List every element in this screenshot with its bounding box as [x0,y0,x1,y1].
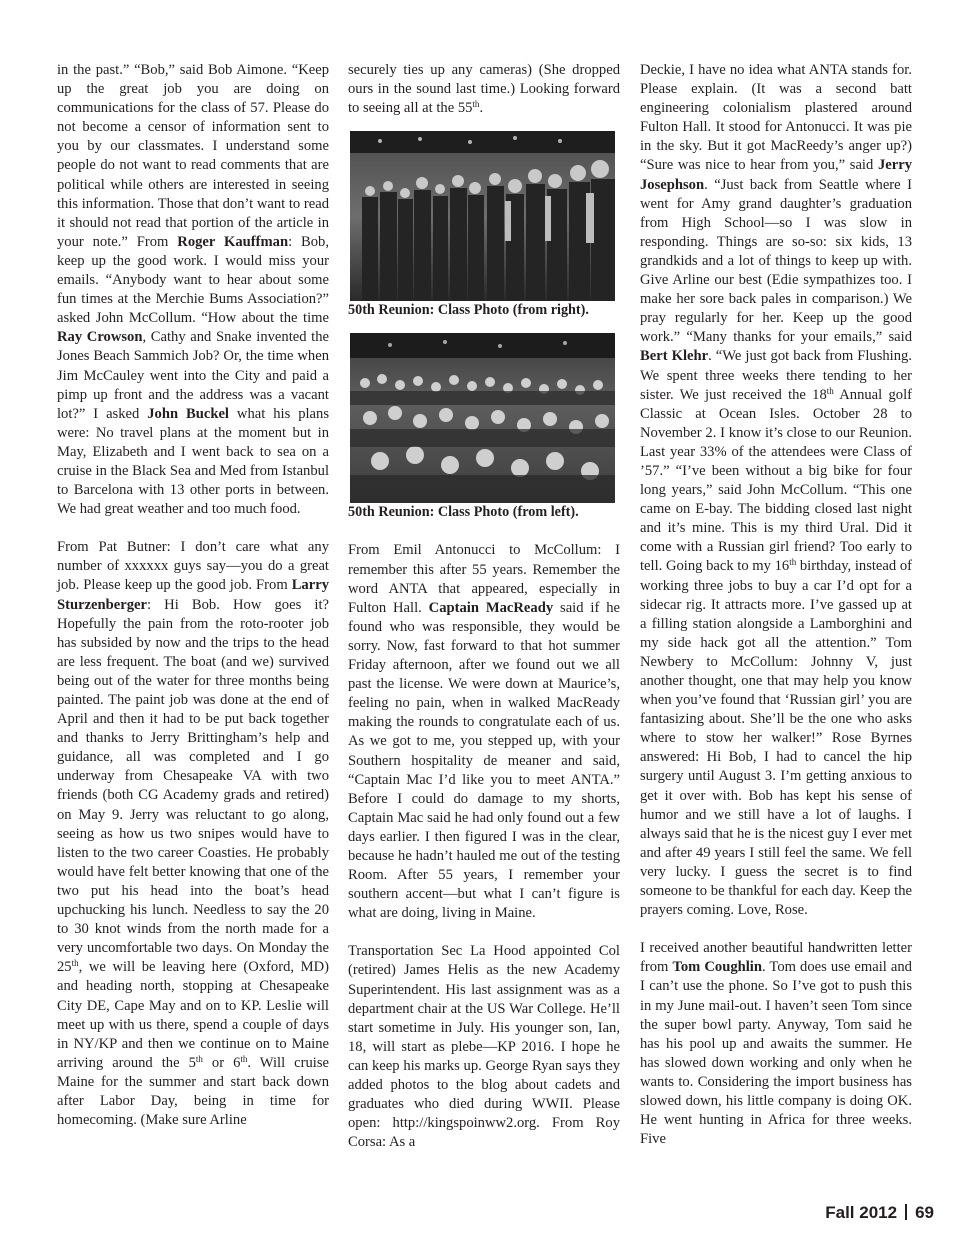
paragraph [57,538,329,1130]
caption-text: 50th Reunion: Class Photo (from right). [348,302,589,319]
text-run: . “We just got back from Flushing. We spent three weeks there tending to her sister. We just received the 18 [640,348,912,403]
page-footer [825,1203,934,1223]
reunion-photo-from-left [350,333,615,503]
text-run: Deckie, I have no idea what ANTA stands for. Please explain. (It was a second batt engineering colonialism plastered around Fulton Hall. It stood for Antonucci. It was pie in the sky. But it got MacReedy’s anger up?) “Sure was nice to hear from you,” said [640,62,912,174]
paragraph [57,61,329,519]
text-run: From Pat Butner: I don’t care what any number of xxxxxx guys say—you do a great job. Please keep up the good job. From [57,539,329,594]
text-run: . [479,100,484,117]
bold-name: John Buckel [147,405,229,422]
text-run: From Emil Antonucci to McCollum: I remember this after 55 years. Remember the word ANTA that appeared, especially in Fulton Hall. [348,542,620,616]
text-run: said if he found who was responsible, they would be sorry. Now, fast forward to that hot summer Friday afternoon, after we found out we all past the license. We were down at Maurice’s, feeling no pain, when in walked MacReady making the rounds to congratulate each of us. As we got to me, you stepped up, with your Southern hospitality de meaner and said, “Captain Mac I’d like you to meet ANTA.” Before I could do damage to my shorts, Captain Mac said he had only found out a few days earlier. I then figured I was in the clear, because he hadn’t hauled me out of the testing Room. After 55 years, I remember your southern accent—but what I can’t figure is what are doing, living in Maine. [348,599,620,922]
text-run: . “Just back from Seattle where I went for Amy grand daughter’s graduation from High School—so I was slow in responding. Things are so-so: six kids, 13 grandkids and a lot of things to keep up with. Give Arline our best (Edie sympathizes too. I make her sore back pales in comparison.) We pray regularly for her. Keep up the good work.” “Many thanks for your emails,” said [640,176,912,346]
reunion-photo-from-right [350,131,615,301]
issue-label: Fall 2012 [825,1203,898,1222]
text-run: Transportation Sec La Hood appointed Col (retired) James Helis as the new Academy Superintendent. His last assignment was as a department chair at the US War College. He’ll start sometime in July. His younger son, Ian, 18, will start as plebe—KP 2016. I hope he can keep his marks up. George Ryan says they added photos to the blog about cadets and graduates who died during WWII. Please open: http://kingspoinww2.org. From Roy Corsa: As a [348,943,620,1151]
ordinal-suffix: th [195,1053,203,1064]
text-run: what his plans were: No travel plans at the moment but in May, Elizabeth and I went back to sea on a cruise in the Black Sea and Med from Istanbul to Barcelona with 13 other ports in between. We had great weather and too much food. [57,405,329,518]
text-run: securely ties up any cameras) (She dropped ours in the sound last time.) Looking forward to seeing all at the 55 [348,62,620,117]
text-run: or 6 [202,1054,241,1071]
text-run: Annual golf Classic at Ocean Isles. October 28 to November 2. I know it’s close to our Reunion. Last year 33% of the attendees were Class of ’57.” “I’ve been without a big bike for four long years,” said John McCollum. “This one came on E-bay. The bidding closed last night and it’s mine. This is my third Ural. Did it come with a Russian girl friend? Too early to tell. Going back to my 16 [640,386,912,575]
column-2 [348,61,620,1152]
bold-name: Ray Crowson [57,329,143,346]
caption-text: 50th Reunion: Class Photo (from left). [348,504,579,521]
text-run: . Will cruise Maine for the summer and start back down after Labor Day, being in time for homecoming. (Make sure Arline [57,1054,329,1129]
text-run: in the past.” “Bob,” said Bob Aimone. “Keep up the great job you are doing on communications for the class of 57. Please do not become a censor of information sent to you by our classmates. I understand some people do not want to read comments that are political while others are interested in seeing this information. Those that don’t want to read it should not read that portion of the article in your note.” From [57,62,329,250]
ordinal-suffix: th [71,958,79,969]
ordinal-suffix: th [472,99,480,110]
ordinal-suffix: th [789,557,797,568]
paragraph [348,942,620,1152]
paragraph [640,939,912,1149]
paragraph [640,61,912,920]
bold-name: Jerry Josephson [640,157,912,193]
bold-name: Roger Kauffman [177,233,289,250]
text-run: : Bob, keep up the good work. I would miss your emails. “Anybody want to hear about some fun times at the Merchie Bums Association?” asked John McCollum. “How about the time [57,233,329,327]
text-run: birthday, instead of working three jobs to buy a car I’d opt for a sidecar rig. It attracts more. I’ve gassed up at a filling station alongside a Lamborghini and my side hack got all the attention.” Tom Newbery to McCollum: Johnny V, just another thought, one that may help you know when you’ve found that ‘Russian girl’ you are fantasizing about. She’ll be the one who asks where to stow her walker!” Rose Byrnes answered: Hi Bob, I had to cancel the hip surgery until August 3. I’m getting anxious to get it over with. Bob has kept his sense of humor and we still have a lot of laughs. I always said that he is the nicest guy I ever met and after 49 years I still feel the same. We fell very lucky. I guess the secret is to find someone to be thankful for each day. Keep the prayers coming. Love, Rose. [640,558,912,919]
photo-caption [348,503,620,522]
bold-name: Larry Sturzenberger [57,577,329,613]
column-3 [640,61,912,1149]
bold-name: Captain MacReady [428,599,554,616]
page-number: 69 [915,1203,934,1222]
bold-name: Bert Klehr [640,348,709,365]
text-run: I received another beautiful handwritten letter from [640,940,912,976]
column-1 [57,61,329,1130]
text-run: , Cathy and Snake invented the Jones Beach Sammich Job? Or, the time when Jim McCauley went into the City and paid a pimp up front and the address was a vacant lot?” I asked [57,329,329,422]
paragraph [348,61,620,118]
paragraph [348,541,620,923]
text-run: , we will be leaving here (Oxford, MD) and heading north, stopping at Chesapeake City DE, Cape May and on to KP. Leslie will meet up with us there, spend a couple of days in NY/KP and then we continue on to Maine arriving around the 5 [57,959,329,1071]
bold-name: Tom Coughlin [672,959,762,976]
text-run: : Hi Bob. How goes it? Hopefully the pain from the roto-rooter job has subsided by now and the trips to the head are less frequent. The boat (and we) survived being out of the water for three months being painted. The paint job was done at the end of April and then it had to be put back together and thanks to Jerry Brittingham’s help and guidance, all was completed and I go underway from Chesapeake VA with two friends (both CG Academy grads and retired) on May 9. Jerry was reluctant to go along, seeing as how us two snipes would have to listen to the two career Coasties. He probably would have felt better knowing that one of the two put his head into the boat’s head upchucking his lunch. Needless to say the 20 to 30 knot winds from the north made for a very uncomfortable two days. On Monday the 25 [57,596,329,976]
photo-caption [348,301,620,320]
ordinal-suffix: th [240,1053,248,1064]
ordinal-suffix: th [826,385,834,396]
footer-divider [905,1204,907,1220]
text-run: . Tom does use email and I can’t use the phone. So I’ve got to push this in my June mail-out. I haven’t seen Tom since the super bowl party. Anyway, Tom said he has his pool up and awaits the summer. He has slowed down working and only when he wants to. Considering the import business has slowed down, his little company is doing OK. He went hunting in Africa for three weeks. Five [640,959,912,1148]
